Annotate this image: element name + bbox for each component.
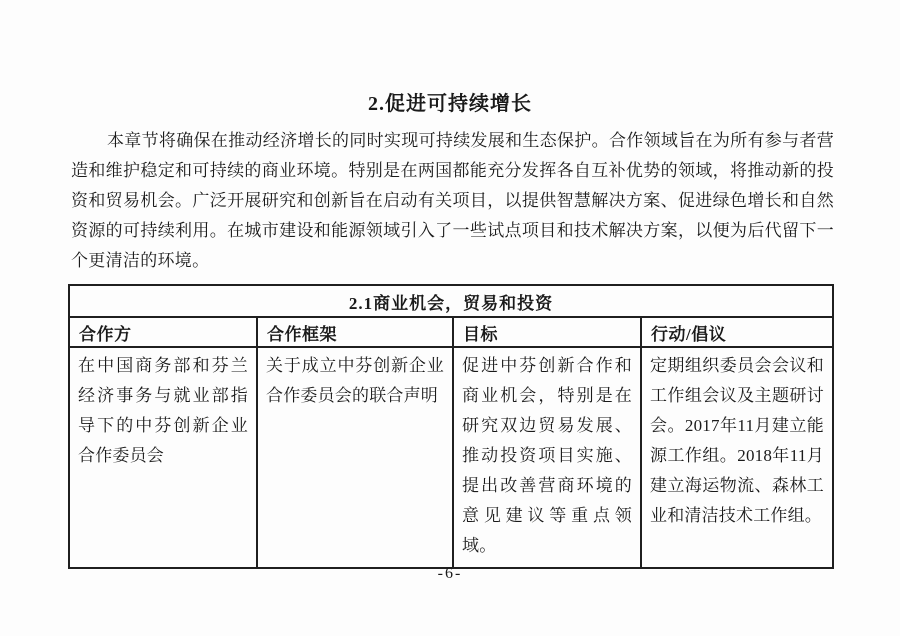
page-number: -6-	[437, 565, 463, 582]
section-title: 2.促进可持续增长	[368, 93, 532, 115]
cooperation-table	[68, 284, 834, 569]
intro-paragraph: 本章节将确保在推动经济增长的同时实现可持续发展和生态保护。合作领域旨在为所有参与者营造和维护稳定和可持续的商业环境。特别是在两国都能充分发挥各自互补优势的领域，将推动新的投资和贸易机会。广泛开展研究和创新旨在启动有关项目，以提供智慧解决方案、促进绿色增长和自然资源的可持续利用。在城市建设和能源领域引入了一些试点项目和技术解决方案，以便为后代留下一个更清洁的环境。	[71, 131, 834, 270]
cell-actions: 定期组织委员会会议和工作组会议及主题研讨会。2017年11月建立能源工作组。2018年11月建立海运物流、森林工业和清洁技术工作组。	[641, 347, 833, 568]
cell-goal: 促进中芬创新合作和商业机会，特别是在研究双边贸易发展、推动投资项目实施、提出改善营商环境的意见建议等重点领域。	[453, 347, 641, 568]
cell-framework: 关于成立中芬创新企业合作委员会的联合声明	[257, 347, 453, 568]
column-header-actions: 行动/倡议	[641, 317, 833, 347]
table-header-row	[69, 317, 833, 347]
cell-partner: 在中国商务部和芬兰经济事务与就业部指导下的中芬创新企业合作委员会	[69, 347, 257, 568]
column-header-goal: 目标	[453, 317, 641, 347]
table-title-row	[69, 285, 833, 317]
table-title: 2.1商业机会，贸易和投资	[69, 285, 833, 317]
table-row	[69, 347, 833, 568]
column-header-partner: 合作方	[69, 317, 257, 347]
column-header-framework: 合作框架	[257, 317, 453, 347]
